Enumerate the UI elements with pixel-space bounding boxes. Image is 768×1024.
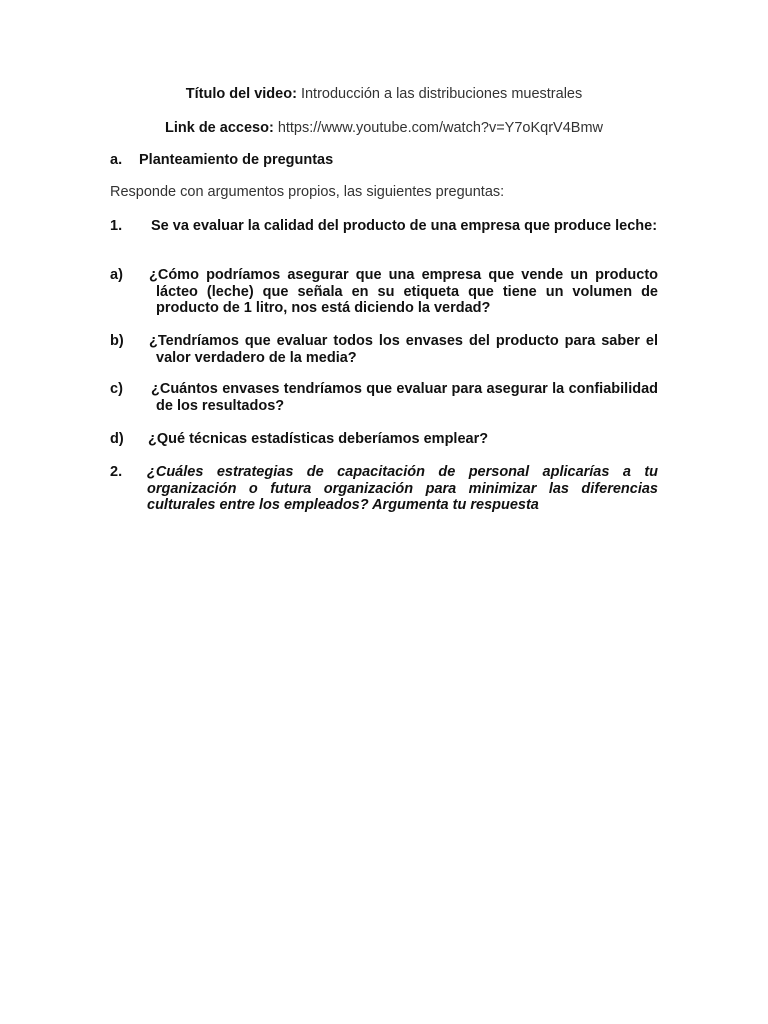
question-marker: a) bbox=[110, 267, 123, 283]
question-marker: 1. bbox=[110, 218, 123, 234]
question-text: ¿Cuáles estrategias de capacitación de personal aplicarías a tu organización o futura organización para minimizar las diferencias culturales entre los empleados? Argumenta tu respuesta bbox=[147, 464, 658, 513]
intro-text: Responde con argumentos propios, las siguientes preguntas: bbox=[110, 184, 505, 200]
question-marker: b) bbox=[110, 333, 124, 349]
question-text: ¿Tendríamos que evaluar todos los envases del producto para saber el valor verdadero de la media? bbox=[149, 333, 658, 366]
question-text: Se va evaluar la calidad del producto de una empresa que produce leche: bbox=[151, 218, 658, 234]
question-2 bbox=[110, 464, 658, 514]
link-value[interactable]: https://www.youtube.com/watch?v=Y7oKqrV4Bmw bbox=[277, 120, 604, 136]
question-text: ¿Cómo podríamos asegurar que una empresa que vende un producto lácteo (leche) que señala en su etiqueta que tiene un volumen de producto de 1 litro, nos está diciendo la verdad? bbox=[149, 267, 658, 316]
link-label: Link de acceso: bbox=[164, 120, 274, 136]
video-title-label: Título del video: bbox=[185, 86, 297, 102]
question-1b bbox=[110, 333, 658, 366]
question-1 bbox=[110, 218, 658, 235]
video-title-value: Introducción a las distribuciones muestrales bbox=[300, 86, 583, 102]
question-marker: 2. bbox=[110, 464, 123, 480]
question-1c bbox=[110, 381, 658, 414]
section-a-title: Planteamiento de preguntas bbox=[139, 152, 334, 168]
section-a-marker: a. bbox=[110, 152, 123, 168]
video-title-line bbox=[0, 85, 768, 103]
question-1a bbox=[110, 267, 658, 317]
question-marker: d) bbox=[110, 431, 124, 447]
link-line bbox=[0, 119, 768, 137]
question-1d bbox=[110, 431, 658, 448]
question-marker: c) bbox=[110, 381, 123, 397]
question-text: ¿Qué técnicas estadísticas deberíamos emplear? bbox=[148, 431, 489, 447]
question-text: ¿Cuántos envases tendríamos que evaluar para asegurar la confiabilidad de los resultados? bbox=[151, 381, 658, 414]
